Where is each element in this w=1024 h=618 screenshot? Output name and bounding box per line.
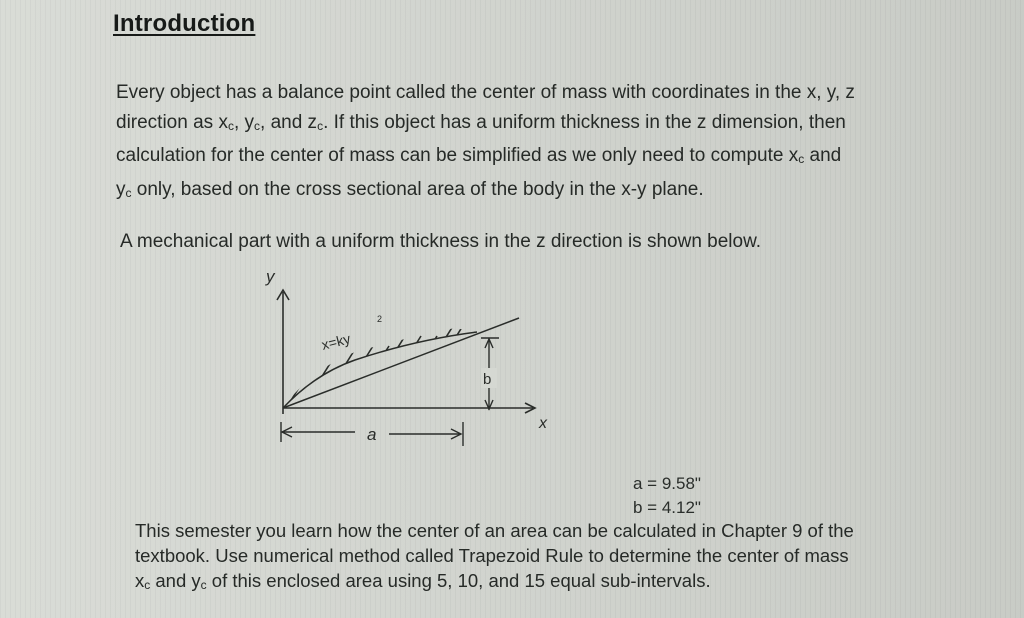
subscript-c: c <box>144 578 151 592</box>
intro-line-2 <box>116 108 996 142</box>
y-axis-label: y <box>266 267 275 286</box>
figure-intro-text: A mechanical part with a uniform thickness in the z direction is shown below. <box>120 231 762 252</box>
text-fragment: , and z <box>260 111 318 133</box>
subscript-c: c <box>798 152 805 166</box>
intro-line-4 <box>116 175 996 209</box>
curve-equation-exponent: 2 <box>377 314 383 324</box>
task-line-2: textbook. Use numerical method called Trapezoid Rule to determine the center of mass <box>135 545 849 566</box>
hatched-area <box>275 316 501 426</box>
straight-boundary-line <box>283 318 519 408</box>
text-fragment: and <box>804 145 842 166</box>
text-fragment: direction as x <box>116 111 228 133</box>
text-fragment: of this enclosed area using 5, 10, and 15 equal sub-intervals. <box>206 570 711 591</box>
intro-paragraph <box>116 78 996 208</box>
task-line-1: This semester you learn how the center of an area can be calculated in Chapter 9 of the <box>135 520 854 541</box>
task-line-3 <box>135 568 995 598</box>
intro-line-3 <box>116 141 996 175</box>
text-fragment: , y <box>233 111 255 133</box>
subscript-c: c <box>125 185 132 200</box>
dimension-values <box>633 472 701 520</box>
dim-a-label: a <box>367 425 377 444</box>
mechanical-part-figure <box>255 266 575 456</box>
dim-b-label: b <box>483 371 492 388</box>
text-fragment: y <box>116 178 126 200</box>
subscript-c: c <box>254 118 261 133</box>
dimension-b-value: b = 4.12" <box>633 498 701 517</box>
text-fragment: . If this object has a uniform thickness in the z dimension, then <box>323 111 846 133</box>
text-fragment: calculation for the center of mass can be simplified as we only need to compute x <box>116 145 799 166</box>
subscript-c: c <box>227 118 234 133</box>
text-fragment: x <box>135 570 145 591</box>
dimension-a-value: a = 9.58" <box>633 474 701 493</box>
task-paragraph <box>135 518 995 598</box>
text-fragment: and y <box>150 570 201 591</box>
section-heading: Introduction <box>113 10 256 37</box>
text-fragment: only, based on the cross sectional area of the body in the x-y plane. <box>131 178 704 200</box>
curve-equation-label: x=ky <box>319 330 353 353</box>
subscript-c: c <box>317 118 324 133</box>
x-axis-label: x <box>539 415 547 432</box>
subscript-c: c <box>200 578 207 592</box>
intro-line-1: Every object has a balance point called the center of mass with coordinates in the x, y, z <box>116 82 855 103</box>
